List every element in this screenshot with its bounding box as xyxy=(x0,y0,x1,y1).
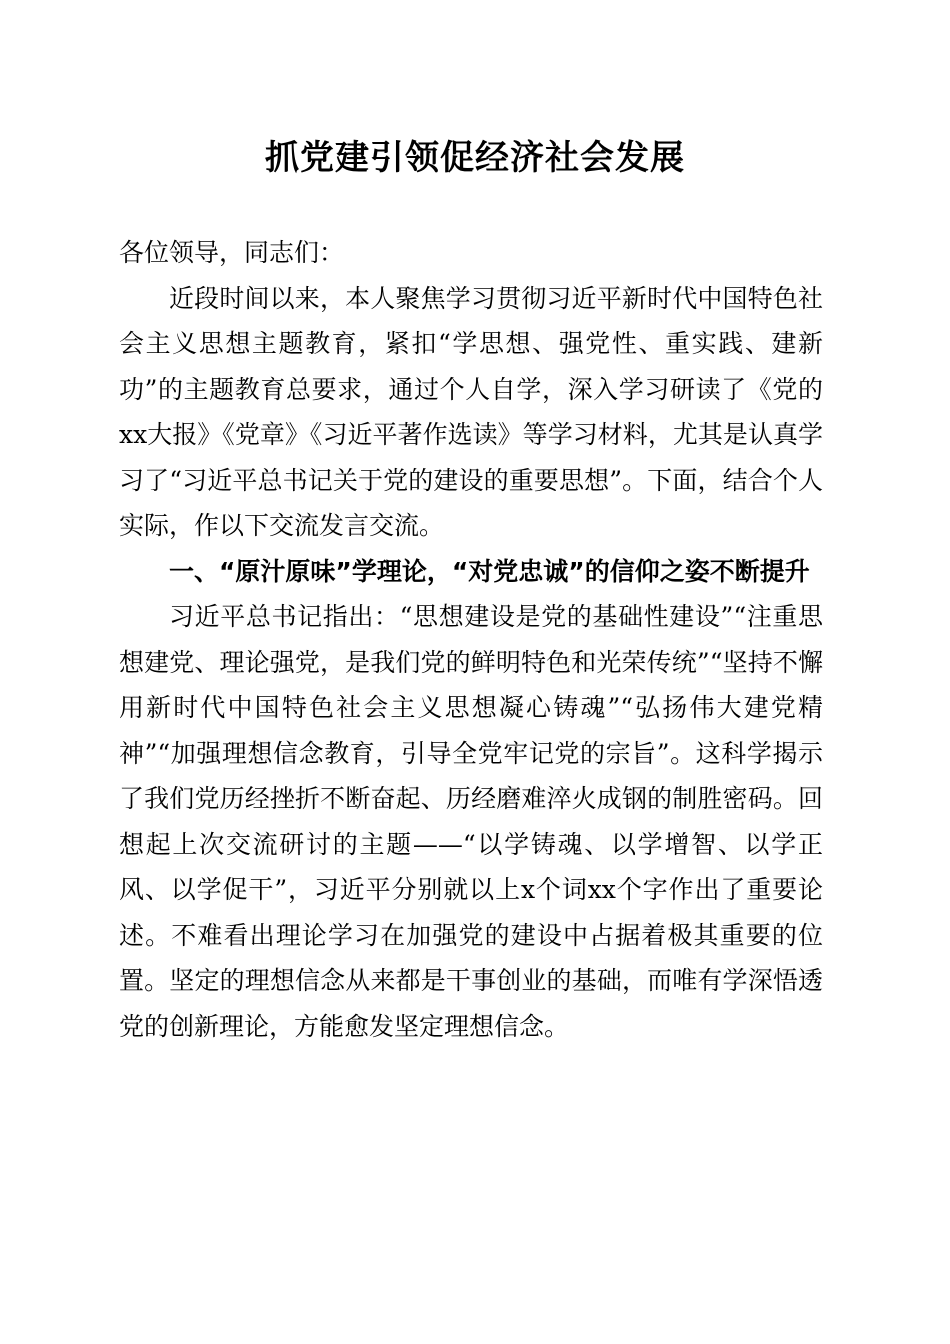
section-paragraph: 习近平总书记指出：“思想建设是党的基础性建设”“注重思想建党、理论强党，是我们党的鲜明特色和光荣传统”“坚持不懈用新时代中国特色社会主义思想凝心铸魂”“弘扬伟大建党精神”“加强理想信念教育，引导全党牢记党的宗旨”。这科学揭示了我们党历经挫折不断奋起、历经磨难淬火成钢的制胜密码。回想起上次交流研讨的主题——“以学铸魂、以学增智、以学正风、以学促干”，习近平分别就以上x个词xx个字作出了重要论述。不难看出理论学习在加强党的建设中占据着极其重要的位置。坚定的理想信念从来都是干事创业的基础，而唯有学深悟透党的创新理论，方能愈发坚定理想信念。 xyxy=(119,602,823,1041)
intro-paragraph: 近段时间以来，本人聚焦学习贯彻习近平新时代中国特色社会主义思想主题教育，紧扣“学思想、强党性、重实践、建新功”的主题教育总要求，通过个人自学，深入学习研读了《党的xx大报》《党章》《习近平著作选读》等学习材料，尤其是认真学习了“习近平总书记关于党的建设的重要思想”。下面，结合个人实际，作以下交流发言交流。 xyxy=(119,283,823,540)
section-heading: 一、“原汁原味”学理论，“对党忠诚”的信仰之姿不断提升 xyxy=(169,556,810,586)
salutation: 各位领导，同志们： xyxy=(119,238,345,267)
document-body xyxy=(119,230,823,1049)
document-title: 抓党建引领促经济社会发展 xyxy=(265,138,685,178)
